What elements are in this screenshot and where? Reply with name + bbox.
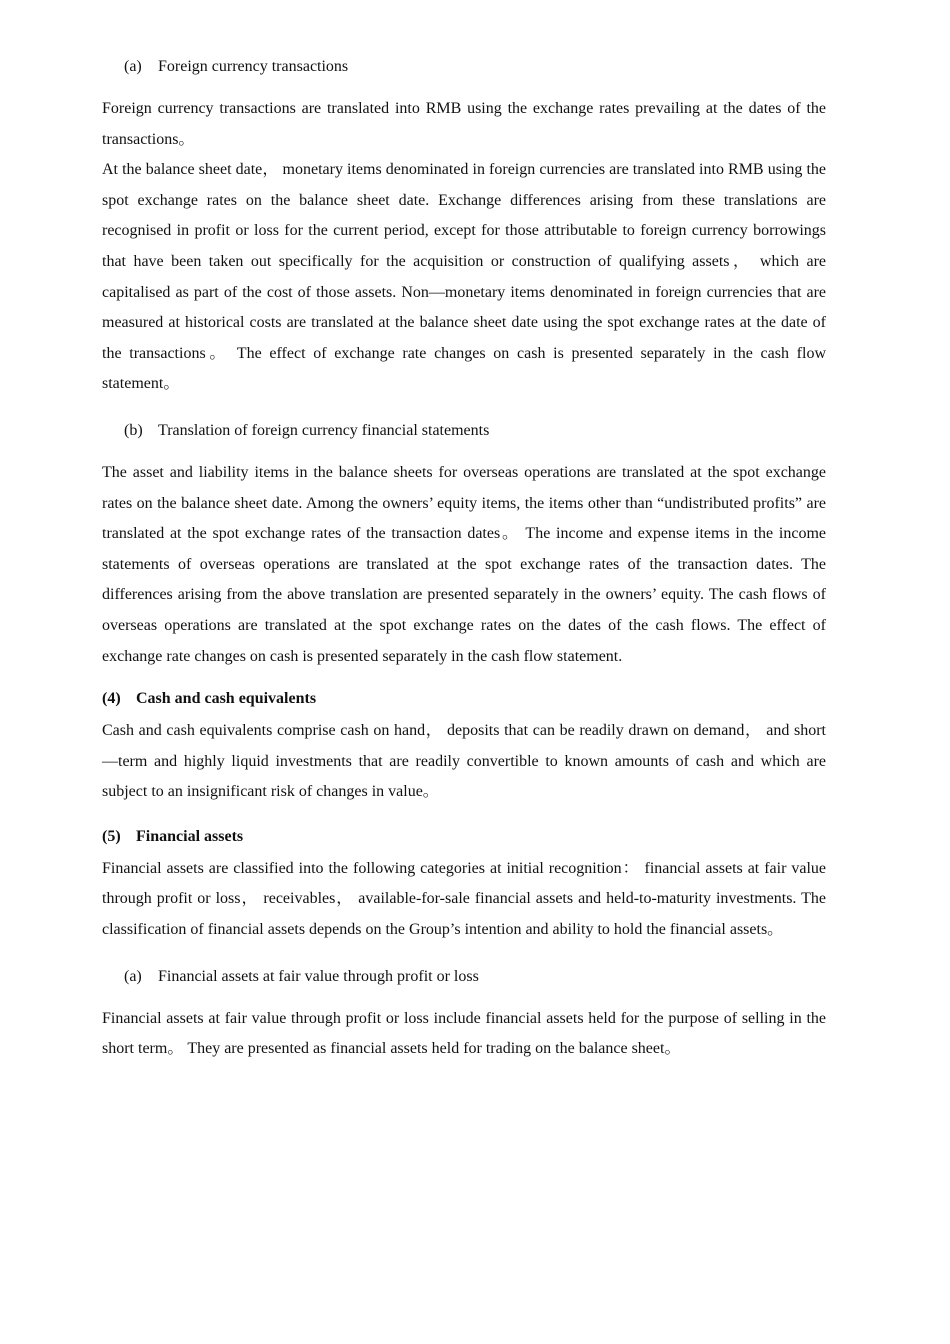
section-heading-cash-equivalents	[102, 684, 826, 714]
section-title: Financial assets	[136, 827, 244, 845]
paragraph: Foreign currency transactions are translated into RMB using the exchange rates prevailing at the dates of the transactions。	[102, 100, 826, 148]
subsection-heading-foreign-currency-transactions	[102, 52, 826, 82]
paragraph: At the balance sheet date， monetary items denominated in foreign currencies are translated into RMB using the spot exchange rates on the balance sheet date. Exchange differences arising from these translations are recognised in profit or loss for the current period, except for those attributable to foreign currency borrowings that have been taken out specifically for the acquisition or construction of qualifying assets， which are capitalised as part of the cost of those assets. Non—monetary items denominated in foreign currencies that are measured at historical costs are translated at the balance sheet date using the spot exchange rates at the date of the transactions。 The effect of exchange rate changes on cash is presented separately in the cash flow statement。	[102, 161, 827, 393]
subsection-label: (a)	[124, 967, 142, 985]
paragraph: Financial assets are classified into the following categories at initial recognition： financial assets at fair value through profit or loss， receivables， available-for-sale financial assets and held-to-maturity investments. The classification of financial assets depends on the Group’s intention and ability to hold the financial assets。	[102, 859, 826, 939]
subsection-title: Foreign currency transactions	[158, 58, 349, 75]
subsection-heading-fvtpl	[102, 962, 826, 992]
subsection-label: (a)	[124, 58, 142, 75]
section-title: Cash and cash equivalents	[136, 690, 317, 708]
paragraph: Cash and cash equivalents comprise cash on hand， deposits that can be readily drawn on demand， and short—term and highly liquid investments that are readily convertible to known amounts of cash and which are subject to an insignificant risk of changes in value。	[102, 722, 826, 801]
subsection-heading-translation-financial-statements	[102, 416, 826, 446]
section-heading-financial-assets	[102, 822, 826, 852]
section-number: (5)	[102, 827, 121, 845]
subsection-title: Financial assets at fair value through profit or loss	[158, 967, 479, 985]
paragraph: The asset and liability items in the balance sheets for overseas operations are translated at the spot exchange rates on the balance sheet date. Among the owners’ equity items, the items other than “undistributed profits” are translated at the spot exchange rates of the transaction dates。 The income and expense items in the income statements of overseas operations are translated at the spot exchange rates of the transaction dates. The differences arising from the above translation are presented separately in the owners’ equity. The cash flows of overseas operations are translated at the spot exchange rates on the dates of the cash flows. The effect of exchange rate changes on cash is presented separately in the cash flow statement.	[102, 463, 826, 665]
paragraph: Financial assets at fair value through profit or loss include financial assets held for the purpose of selling in the short term。 They are presented as financial assets held for trading on the balance sheet。	[102, 1009, 826, 1058]
document-page	[102, 52, 826, 1065]
section-number: (4)	[102, 690, 121, 708]
subsection-title: Translation of foreign currency financial statements	[158, 421, 490, 439]
subsection-label: (b)	[124, 421, 143, 439]
